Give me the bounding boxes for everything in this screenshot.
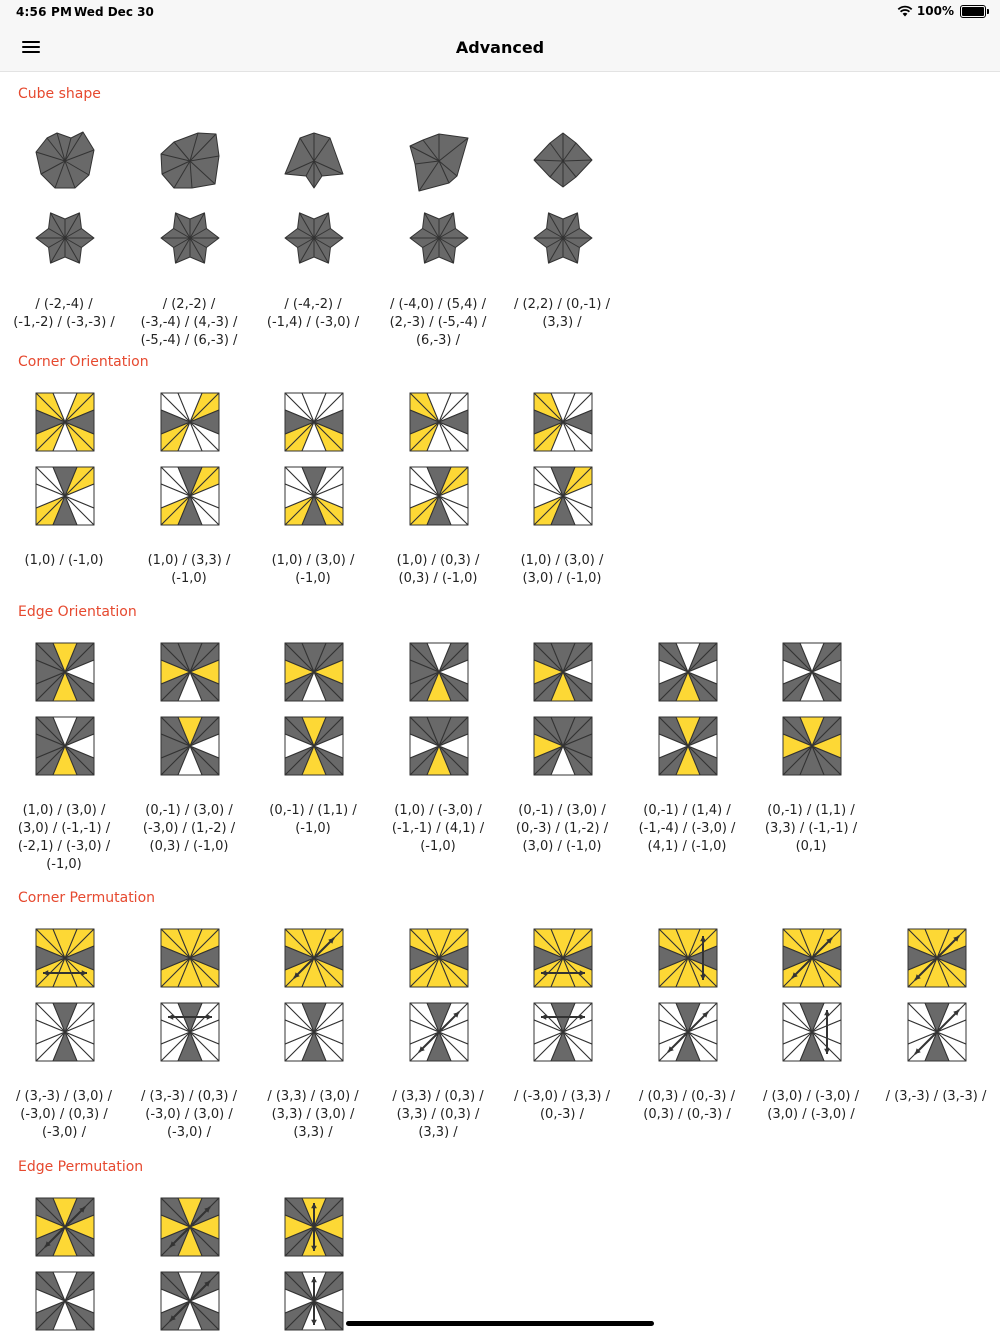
algorithm-caption-line: (-3,0) /: [166, 1125, 212, 1140]
battery-icon: [960, 5, 986, 18]
algorithm-caption: [251, 296, 375, 332]
top-layer-diagram: [160, 392, 220, 452]
top-layer-diagram: [284, 1197, 344, 1257]
top-layer-diagram: [782, 928, 842, 988]
algorithm-caption-line: / (3,3) / (0,3) /: [392, 1089, 484, 1104]
algorithm-caption-line: (0,-3) /: [539, 1107, 585, 1122]
algorithm-caption-line: / (0,3) / (0,-3) /: [639, 1089, 735, 1104]
top-layer-diagram: [533, 642, 593, 702]
algorithm-caption-line: (-3,0) / (3,0) /: [145, 1107, 233, 1122]
algorithm-caption-line: (-1,0): [171, 571, 207, 586]
algorithm-caption-line: (1,0) / (3,3) /: [147, 553, 231, 568]
bottom-layer-shape-diagram: [533, 208, 593, 270]
algorithm-caption-line: (-2,1) / (-3,0) /: [17, 839, 111, 854]
algorithm-caption: [376, 552, 500, 588]
section-title: Edge Orientation: [18, 604, 137, 620]
algorithm-caption-line: (-5,-4) / (6,-3) /: [140, 333, 238, 348]
algorithm-caption-line: (3,3) / (-1,-1) /: [764, 821, 858, 836]
bottom-layer-diagram: [35, 1002, 95, 1062]
status-indicators: [897, 4, 986, 18]
status-bar: [0, 0, 1000, 24]
status-date: Wed Dec 30: [74, 5, 154, 19]
section-title: Corner Permutation: [18, 890, 156, 906]
algorithm-caption-line: / (-4,0) / (5,4) /: [390, 297, 486, 312]
algorithm-caption-line: (1,0) / (3,0) /: [520, 553, 604, 568]
bottom-layer-diagram: [284, 1002, 344, 1062]
algorithm-caption: [500, 552, 624, 588]
page-title: Advanced: [455, 38, 545, 57]
algorithm-caption: [376, 802, 500, 856]
algorithm-caption-line: (0,3) / (-1,0): [398, 571, 478, 586]
algorithm-caption: [749, 1088, 873, 1124]
algorithm-caption-line: / (3,0) / (-3,0) /: [763, 1089, 859, 1104]
algorithm-caption-line: (0,3) / (-1,0): [149, 839, 229, 854]
bottom-layer-diagram: [160, 466, 220, 526]
algorithm-caption-line: (-1,-4) / (-3,0) /: [638, 821, 736, 836]
top-layer-diagram: [658, 928, 718, 988]
algorithm-caption-line: / (3,-3) / (0,3) /: [141, 1089, 237, 1104]
algorithm-caption-line: (1,0) / (-3,0) /: [394, 803, 482, 818]
status-time: 4:56 PM: [16, 5, 73, 19]
bottom-layer-diagram: [35, 1271, 95, 1331]
algorithm-caption-line: (6,-3) /: [415, 333, 461, 348]
top-layer-shape-diagram: [533, 130, 593, 192]
algorithm-caption-line: / (-2,-4) /: [35, 297, 93, 312]
algorithm-caption: [251, 552, 375, 588]
algorithm-caption: [500, 296, 624, 332]
top-layer-diagram: [35, 928, 95, 988]
top-layer-diagram: [409, 392, 469, 452]
algorithm-caption: [625, 802, 749, 856]
algorithm-caption-line: (0,1): [795, 839, 827, 854]
algorithm-caption-line: (1,0) / (3,0) /: [271, 553, 355, 568]
top-layer-diagram: [160, 642, 220, 702]
bottom-layer-diagram: [658, 1002, 718, 1062]
top-layer-diagram: [658, 642, 718, 702]
bottom-layer-diagram: [284, 716, 344, 776]
bottom-layer-diagram: [907, 1002, 967, 1062]
bottom-layer-diagram: [160, 716, 220, 776]
top-layer-shape-diagram: [160, 130, 220, 192]
algorithm-caption: [127, 296, 251, 350]
algorithm-caption: [376, 296, 500, 350]
top-layer-shape-diagram: [409, 130, 469, 192]
bottom-layer-shape-diagram: [284, 208, 344, 270]
algorithm-caption-line: (3,0) / (-3,0) /: [767, 1107, 855, 1122]
algorithm-caption-line: / (-3,0) / (3,3) /: [514, 1089, 610, 1104]
algorithm-caption-line: (0,3) / (0,-3) /: [643, 1107, 731, 1122]
battery-percent: 100%: [916, 4, 954, 18]
top-layer-diagram: [284, 392, 344, 452]
top-layer-diagram: [284, 928, 344, 988]
algorithm-caption-line: (3,3) / (0,3) /: [396, 1107, 480, 1122]
algorithm-caption-line: / (3,3) / (3,0) /: [267, 1089, 359, 1104]
algorithm-caption: [251, 1088, 375, 1142]
top-layer-diagram: [533, 928, 593, 988]
navigation-bar: [0, 24, 1000, 72]
algorithm-caption: [500, 802, 624, 856]
top-layer-diagram: [160, 928, 220, 988]
top-layer-diagram: [35, 392, 95, 452]
algorithm-caption-line: (0,-1) / (3,0) /: [518, 803, 606, 818]
algorithm-caption-line: (-3,-4) / (4,-3) /: [140, 315, 238, 330]
algorithm-caption-line: (-3,0) /: [41, 1125, 87, 1140]
algorithm-caption: [2, 552, 126, 570]
algorithm-caption-line: (-3,0) / (0,3) /: [20, 1107, 108, 1122]
algorithm-caption: [127, 552, 251, 588]
top-layer-diagram: [35, 642, 95, 702]
wifi-icon: [897, 5, 913, 17]
bottom-layer-diagram: [782, 1002, 842, 1062]
algorithm-caption-line: (-1,-1) / (4,1) /: [391, 821, 485, 836]
algorithm-caption: [2, 296, 126, 332]
home-indicator[interactable]: [346, 1321, 654, 1326]
algorithm-caption-line: / (3,-3) / (3,-3) /: [885, 1089, 987, 1104]
algorithm-list[interactable]: [0, 72, 1000, 1334]
algorithm-caption: [251, 802, 375, 838]
bottom-layer-diagram: [409, 1002, 469, 1062]
algorithm-caption-line: (3,0) / (-1,0): [522, 571, 602, 586]
bottom-layer-diagram: [409, 716, 469, 776]
algorithm-caption: [127, 1088, 251, 1142]
algorithm-caption-line: (0,-1) / (3,0) /: [145, 803, 233, 818]
algorithm-caption-line: (-1,0): [295, 821, 331, 836]
algorithm-caption-line: / (2,-2) /: [162, 297, 216, 312]
top-layer-diagram: [409, 928, 469, 988]
algorithm-caption-line: / (2,2) / (0,-1) /: [514, 297, 610, 312]
algorithm-caption-line: (-1,4) / (-3,0) /: [266, 315, 360, 330]
bottom-layer-diagram: [35, 466, 95, 526]
algorithm-caption-line: (1,0) / (3,0) /: [22, 803, 106, 818]
bottom-layer-diagram: [160, 1271, 220, 1331]
algorithm-caption-line: (1,0) / (0,3) /: [396, 553, 480, 568]
algorithm-caption-line: (0,-1) / (1,1) /: [767, 803, 855, 818]
algorithm-caption: [2, 1088, 126, 1142]
top-layer-diagram: [284, 642, 344, 702]
algorithm-caption: [500, 1088, 624, 1124]
algorithm-caption-line: (3,0) / (-1,0): [522, 839, 602, 854]
bottom-layer-diagram: [533, 466, 593, 526]
top-layer-diagram: [160, 1197, 220, 1257]
bottom-layer-diagram: [160, 1002, 220, 1062]
bottom-layer-diagram: [533, 1002, 593, 1062]
bottom-layer-shape-diagram: [409, 208, 469, 270]
bottom-layer-shape-diagram: [35, 208, 95, 270]
bottom-layer-diagram: [782, 716, 842, 776]
algorithm-caption-line: (3,3) /: [542, 315, 582, 330]
algorithm-caption-line: (-1,0): [295, 571, 331, 586]
algorithm-caption: [127, 802, 251, 856]
bottom-layer-diagram: [658, 716, 718, 776]
algorithm-caption-line: (3,3) / (3,0) /: [271, 1107, 355, 1122]
algorithm-caption-line: (-1,0): [420, 839, 456, 854]
top-layer-shape-diagram: [35, 130, 95, 192]
bottom-layer-diagram: [533, 716, 593, 776]
algorithm-caption-line: (-1,0): [46, 857, 82, 872]
section-title: Edge Permutation: [18, 1159, 144, 1175]
top-layer-shape-diagram: [284, 130, 344, 192]
algorithm-caption-line: (-3,0) / (1,-2) /: [142, 821, 236, 836]
bottom-layer-shape-diagram: [160, 208, 220, 270]
top-layer-diagram: [907, 928, 967, 988]
algorithm-caption-line: (3,3) /: [418, 1125, 458, 1140]
algorithm-caption-line: (1,0) / (-1,0): [24, 553, 104, 568]
bottom-layer-diagram: [284, 1271, 344, 1331]
top-layer-diagram: [35, 1197, 95, 1257]
bottom-layer-diagram: [409, 466, 469, 526]
algorithm-caption: [376, 1088, 500, 1142]
algorithm-caption: [625, 1088, 749, 1124]
algorithm-caption-line: (0,-3) / (1,-2) /: [515, 821, 609, 836]
section-title: Corner Orientation: [18, 354, 149, 370]
bottom-layer-diagram: [35, 716, 95, 776]
top-layer-diagram: [409, 642, 469, 702]
algorithm-caption-line: / (-4,-2) /: [284, 297, 342, 312]
algorithm-caption-line: (3,3) /: [293, 1125, 333, 1140]
algorithm-caption-line: (2,-3) / (-5,-4) /: [389, 315, 487, 330]
algorithm-caption-line: (-1,-2) / (-3,-3) /: [13, 315, 115, 330]
bottom-layer-diagram: [284, 466, 344, 526]
algorithm-caption-line: / (3,-3) / (3,0) /: [16, 1089, 112, 1104]
algorithm-caption-line: (3,0) / (-1,-1) /: [17, 821, 111, 836]
top-layer-diagram: [533, 392, 593, 452]
algorithm-caption-line: (0,-1) / (1,4) /: [643, 803, 731, 818]
algorithm-caption: [749, 802, 873, 856]
algorithm-caption-line: (0,-1) / (1,1) /: [269, 803, 357, 818]
top-layer-diagram: [782, 642, 842, 702]
algorithm-caption-line: (4,1) / (-1,0): [647, 839, 727, 854]
algorithm-caption: [874, 1088, 998, 1106]
section-title: Cube shape: [18, 86, 101, 102]
algorithm-caption: [2, 802, 126, 874]
